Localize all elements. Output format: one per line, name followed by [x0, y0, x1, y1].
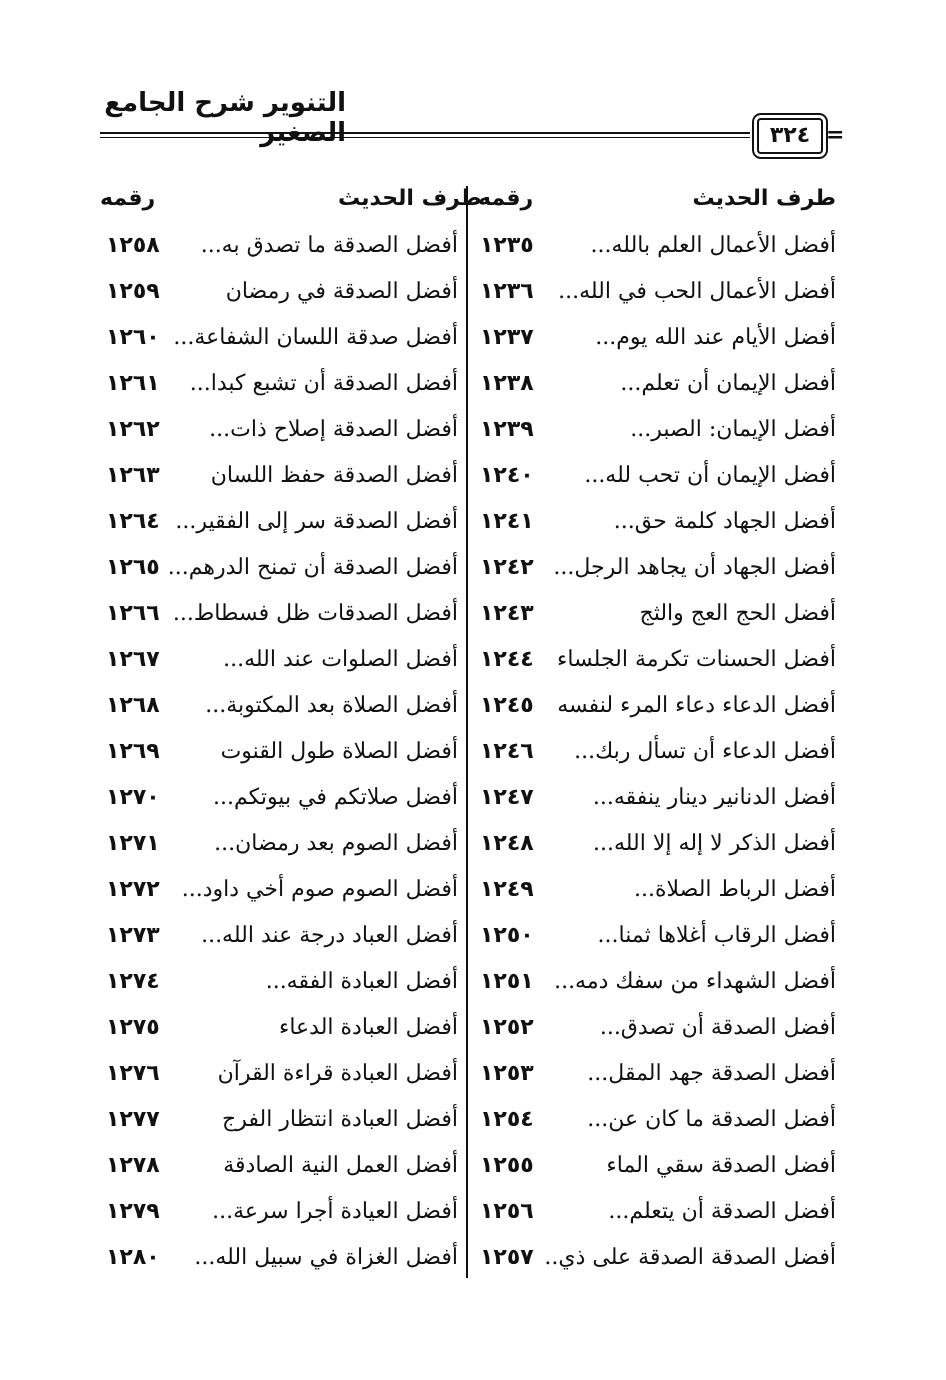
hadith-number: ١٢٧٣	[106, 923, 160, 948]
index-row	[480, 1149, 836, 1195]
hadith-number: ١٢٥٦	[480, 1199, 534, 1224]
hadith-incipit: أفضل الصدقة أن يتعلم...	[608, 1199, 836, 1224]
index-row	[480, 1103, 836, 1149]
index-row	[100, 367, 458, 413]
hadith-number: ١٢٥٢	[480, 1015, 534, 1040]
hadith-number: ١٢٧٤	[106, 969, 160, 994]
header-dash-ornament: =	[826, 122, 845, 148]
hadith-incipit: أفضل الأيام عند الله يوم...	[595, 325, 836, 350]
hadith-number: ١٢٤٠	[480, 463, 534, 488]
index-row	[100, 965, 458, 1011]
hadith-incipit: أفضل صلاتكم في بيوتكم...	[213, 785, 458, 810]
index-row	[100, 781, 458, 827]
index-row	[480, 735, 836, 781]
left-hadith-header: طرف الحديث	[338, 186, 482, 211]
hadith-number: ١٢٥٣	[480, 1061, 534, 1086]
index-row	[480, 459, 836, 505]
index-row	[100, 1241, 458, 1287]
hadith-number: ١٢٣٥	[480, 233, 534, 258]
index-row	[480, 919, 836, 965]
hadith-incipit: أفضل الرباط الصلاة...	[633, 877, 836, 902]
hadith-incipit: أفضل الصدقات ظل فسطاط...	[172, 601, 458, 626]
index-row	[100, 1149, 458, 1195]
index-row	[100, 919, 458, 965]
index-row	[480, 1195, 836, 1241]
hadith-incipit: أفضل الصدقة أن تصدق...	[599, 1015, 836, 1040]
index-row	[100, 643, 458, 689]
hadith-number: ١٢٥٩	[106, 279, 160, 304]
hadith-incipit: أفضل الصوم صوم أخي داود...	[181, 877, 458, 902]
hadith-incipit: أفضل صدقة اللسان الشفاعة...	[173, 325, 458, 350]
hadith-incipit: أفضل الصدقة جهد المقل...	[587, 1061, 836, 1086]
hadith-incipit: أفضل الجهاد أن يجاهد الرجل...	[553, 555, 836, 580]
hadith-incipit: أفضل الصدقة حفظ اللسان	[210, 463, 458, 488]
hadith-number: ١٢٧٥	[106, 1015, 160, 1040]
hadith-number: ١٢٥١	[480, 969, 534, 994]
left-number-header: رقمه	[100, 186, 156, 211]
hadith-incipit: أفضل الصدقة سر إلى الفقير...	[175, 509, 458, 534]
hadith-number: ١٢٣٦	[480, 279, 534, 304]
index-row	[100, 459, 458, 505]
hadith-incipit: أفضل الدعاء أن تسأل ربك...	[574, 739, 836, 764]
hadith-incipit: أفضل الصلاة طول القنوت	[220, 739, 458, 764]
hadith-number: ١٢٤٣	[480, 601, 534, 626]
hadith-incipit: أفضل الذكر لا إله إلا الله...	[593, 831, 836, 856]
hadith-number: ١٢٥٠	[480, 923, 534, 948]
index-row	[100, 827, 458, 873]
header-rule	[100, 132, 750, 134]
index-row	[480, 505, 836, 551]
right-index-table	[480, 229, 836, 1287]
index-row	[100, 551, 458, 597]
hadith-incipit: أفضل الأعمال العلم بالله...	[590, 233, 836, 258]
hadith-incipit: أفضل الغزاة في سبيل الله...	[194, 1245, 458, 1270]
index-row	[100, 1195, 458, 1241]
hadith-number: ١٢٦٦	[106, 601, 160, 626]
index-row	[480, 1057, 836, 1103]
hadith-incipit: أفضل العبادة الفقه...	[265, 969, 458, 994]
hadith-incipit: أفضل الأعمال الحب في الله...	[558, 279, 836, 304]
index-row	[100, 413, 458, 459]
hadith-number: ١٢٦٥	[106, 555, 160, 580]
hadith-number: ١٢٥٤	[480, 1107, 534, 1132]
hadith-incipit: أفضل العبادة الدعاء	[279, 1015, 458, 1040]
hadith-incipit: أفضل الصلوات عند الله...	[223, 647, 458, 672]
hadith-number: ١٢٧٦	[106, 1061, 160, 1086]
hadith-number: ١٢٧٠	[106, 785, 160, 810]
hadith-incipit: أفضل الدعاء دعاء المرء لنفسه	[557, 693, 836, 718]
header-rule-thin	[100, 137, 750, 138]
index-row	[100, 1011, 458, 1057]
index-row	[100, 735, 458, 781]
hadith-number: ١٢٤٧	[480, 785, 534, 810]
hadith-incipit: أفضل العبادة قراءة القرآن	[217, 1061, 458, 1086]
hadith-number: ١٢٦٠	[106, 325, 160, 350]
hadith-number: ١٢٦٣	[106, 463, 160, 488]
hadith-incipit: أفضل الإيمان أن تحب لله...	[584, 463, 836, 488]
index-row	[480, 689, 836, 735]
hadith-incipit: أفضل الشهداء من سفك دمه...	[554, 969, 836, 994]
hadith-number: ١٢٤٥	[480, 693, 534, 718]
hadith-incipit: أفضل الصدقة في رمضان	[225, 279, 458, 304]
hadith-number: ١٢٤٨	[480, 831, 534, 856]
hadith-incipit: أفضل الصدقة سقي الماء	[606, 1153, 836, 1178]
hadith-number: ١٢٧١	[106, 831, 160, 856]
hadith-number: ١٢٣٩	[480, 417, 534, 442]
hadith-incipit: أفضل الرقاب أغلاها ثمنا...	[597, 923, 836, 948]
index-row	[100, 229, 458, 275]
index-row	[480, 275, 836, 321]
hadith-number: ١٢٦٨	[106, 693, 160, 718]
left-index-table	[100, 229, 458, 1287]
hadith-number: ١٢٣٨	[480, 371, 534, 396]
index-row	[480, 965, 836, 1011]
hadith-number: ١٢٧٩	[106, 1199, 160, 1224]
hadith-number: ١٢٤١	[480, 509, 534, 534]
hadith-number: ١٢٨٠	[106, 1245, 160, 1270]
hadith-incipit: أفضل الصدقة الصدقة على ذي..	[544, 1245, 836, 1270]
hadith-number: ١٢٤٩	[480, 877, 534, 902]
index-row	[480, 597, 836, 643]
hadith-number: ١٢٤٤	[480, 647, 534, 672]
index-row	[480, 551, 836, 597]
hadith-incipit: أفضل الإيمان أن تعلم...	[620, 371, 836, 396]
hadith-incipit: أفضل الصدقة ما تصدق به...	[200, 233, 458, 258]
hadith-incipit: أفضل العبادة انتظار الفرج	[222, 1107, 458, 1132]
page-number: ٣٢٤	[757, 118, 823, 154]
book-title: التنوير شرح الجامع الصغير	[104, 88, 346, 148]
hadith-incipit: أفضل الصدقة أن تشبع كبدا...	[189, 371, 458, 396]
hadith-incipit: أفضل الجهاد كلمة حق...	[613, 509, 836, 534]
right-hadith-header: طرف الحديث	[692, 186, 836, 211]
hadith-number: ١٢٦٧	[106, 647, 160, 672]
hadith-incipit: أفضل العباد درجة عند الله...	[201, 923, 458, 948]
index-row	[480, 873, 836, 919]
hadith-number: ١٢٤٦	[480, 739, 534, 764]
hadith-number: ١٢٦٩	[106, 739, 160, 764]
column-divider	[466, 186, 468, 1278]
hadith-incipit: أفضل الدنانير دينار ينفقه...	[592, 785, 836, 810]
index-row	[100, 505, 458, 551]
hadith-incipit: أفضل الإيمان: الصبر...	[630, 417, 836, 442]
index-row	[480, 367, 836, 413]
hadith-number: ١٢٧٢	[106, 877, 160, 902]
hadith-number: ١٢٦٢	[106, 417, 160, 442]
index-row	[100, 689, 458, 735]
hadith-incipit: أفضل الصوم بعد رمضان...	[214, 831, 458, 856]
index-row	[480, 321, 836, 367]
hadith-incipit: أفضل الحج العج والثج	[639, 601, 836, 626]
index-row	[100, 275, 458, 321]
hadith-number: ١٢٣٧	[480, 325, 534, 350]
index-row	[480, 827, 836, 873]
index-row	[480, 229, 836, 275]
index-row	[480, 781, 836, 827]
index-row	[480, 1241, 836, 1287]
index-row	[100, 873, 458, 919]
hadith-number: ١٢٥٧	[480, 1245, 534, 1270]
hadith-number: ١٢٦١	[106, 371, 160, 396]
index-row	[480, 413, 836, 459]
index-row	[480, 1011, 836, 1057]
hadith-number: ١٢٧٧	[106, 1107, 160, 1132]
hadith-incipit: أفضل العيادة أجرا سرعة...	[212, 1199, 458, 1224]
hadith-number: ١٢٥٨	[106, 233, 160, 258]
hadith-incipit: أفضل الصدقة إصلاح ذات...	[209, 417, 458, 442]
hadith-incipit: أفضل الحسنات تكرمة الجلساء	[556, 647, 836, 672]
index-row	[100, 1103, 458, 1149]
hadith-incipit: أفضل الصدقة ما كان عن...	[587, 1107, 836, 1132]
hadith-number: ١٢٤٢	[480, 555, 534, 580]
hadith-incipit: أفضل الصلاة بعد المكتوبة...	[205, 693, 458, 718]
index-row	[100, 321, 458, 367]
index-row	[480, 643, 836, 689]
hadith-number: ١٢٧٨	[106, 1153, 160, 1178]
right-number-header: رقمه	[478, 186, 534, 211]
hadith-incipit: أفضل العمل النية الصادقة	[223, 1153, 458, 1178]
hadith-number: ١٢٥٥	[480, 1153, 534, 1178]
index-row	[100, 1057, 458, 1103]
hadith-incipit: أفضل الصدقة أن تمنح الدرهم...	[167, 555, 458, 580]
index-row	[100, 597, 458, 643]
hadith-number: ١٢٦٤	[106, 509, 160, 534]
